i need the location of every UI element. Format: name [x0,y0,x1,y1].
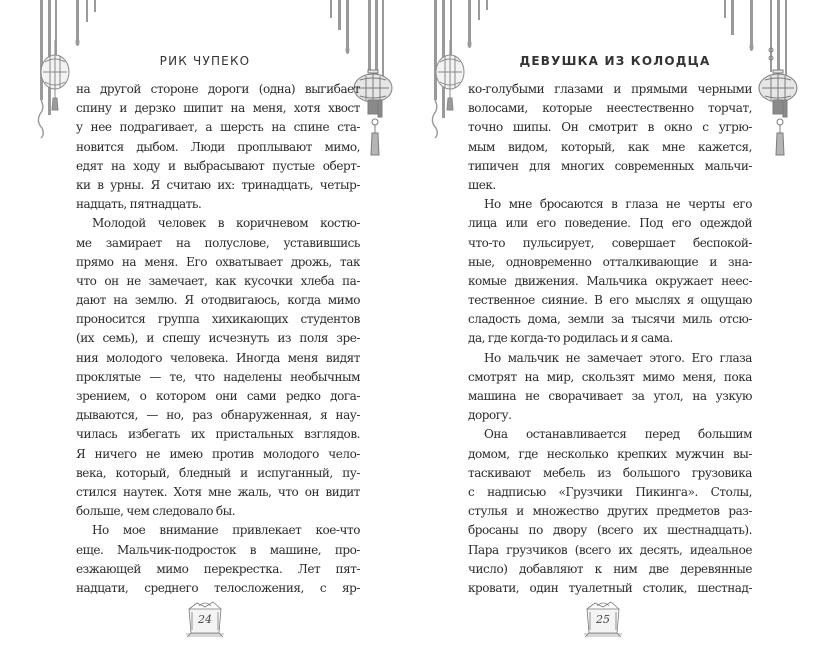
running-head-title: ДЕВУШКА ИЗ КОЛОДЦА [519,54,711,68]
text-line: шек. [468,177,496,192]
text-line: века, который, бледный и испуганный, пу- [76,465,360,480]
text-line: смотрят на мир, скользят мимо меня, пока [468,369,752,384]
drip-drop [468,40,472,48]
page-number: 25 [593,612,613,628]
text-line: бросаны по двору (всего их шестнадцать). [468,523,752,538]
text-line: надцать, пятнадцать. [76,197,202,212]
drip-line [86,0,88,22]
text-line: кровати, один туалетный столик, шестнад- [468,580,752,595]
text-line: спину и дерзко шипит на меня, хотя хвост [76,101,360,116]
text-line: проклятые — те, что наделены необычным [76,369,360,384]
text-line: типичен для многих современных мальчи- [468,158,752,173]
text-line: Она останавливается перед большим [484,427,752,442]
text-line: комые движения. Мальчика окружает неес- [468,273,752,288]
drip-drop [750,43,754,51]
body-text-left [76,80,360,598]
text-line: машина не сворачивает за угол, на узкую [468,389,752,403]
text-line: Я ничего не имею против молодого чело- [76,446,360,461]
round-lantern-icon [436,40,464,110]
text-line: (их семь), и спешу исчезнуть из поля зре- [76,331,360,346]
running-head-author: РИК ЧУПЕКО [159,54,251,68]
text-line: что он не замечает, как кусочки хлеба па- [76,273,360,288]
hanging-ribbon-icon [38,100,43,138]
text-line: волосами, которые неестественно торчат, [468,101,752,116]
text-line: с надписью «Грузчики Пикинга». Столы, [468,484,752,499]
text-line: зрением, о котором они сами редко дога- [76,389,360,403]
drip-line [750,0,753,45]
drip-line [478,0,480,20]
text-line: точно шипы. Он смотрит в окно с угрю- [468,120,752,135]
text-line: стился наутек. Хотя мне жаль, что он видит [76,484,360,499]
drip-line [468,0,471,42]
right-page [410,0,820,662]
round-lantern-icon [41,40,69,110]
text-line: таскивают мебель из большого грузовика [468,465,752,480]
text-line: тественное сияние. В его мыслях я ощущаю [468,293,752,308]
text-line: чилась избегать их пристальных взглядов. [76,427,360,442]
text-line: ме замирает на полуслове, уставившись [76,235,360,250]
text-line: Но мальчик не замечает этого. Его глаза [484,350,752,365]
text-line: ки в урны. Я считаю их: тринадцать, четыр- [76,177,360,192]
text-line: еще. Мальчик-подросток в машине, про- [76,542,360,557]
hanging-ribbon-icon [432,100,437,138]
text-line: Но мне бросаются в глаза не черты его [484,197,752,212]
text-line: Пара грузчиков (всего их десять, идеальное [468,542,752,557]
text-line: прямо на меня. Его охватывает дрожь, так [76,254,360,269]
page-number: 24 [195,612,215,628]
text-line: что-то пульсирует, совершает беспокой- [468,235,752,250]
drip-line [40,0,43,100]
drip-line [346,0,349,48]
drip-line [486,0,488,10]
body-text-right [468,80,752,598]
text-line: стулья и множество других предметов раз- [468,504,752,519]
page-number-folio-right [581,600,625,640]
text-line: проносится группа хихикающих студентов [76,312,360,327]
text-line: езжающей мимо перекрестка. Лет пят- [76,561,360,576]
page-number-folio-left [183,600,227,640]
text-line: дорогу. [468,408,512,423]
text-line: Молодой человек в коричневом костю- [92,216,360,231]
drip-line [434,0,437,100]
text-line: едят на ходу и выбрасывают пустые оберт- [76,158,360,173]
text-line: у нее подрагивает, а шерсть на спине ста- [76,120,360,135]
text-line: на другой стороне дороги (одна) выгибает [76,82,360,96]
text-line: ные, одновременно отталкивающие и зна- [468,254,752,269]
text-line: больше, чем следовало бы. [76,504,236,519]
drip-line [76,0,79,40]
drip-line [724,0,726,18]
text-line: ния молодого человека. Иногда меня видят [76,350,360,365]
text-line: лица или его поведение. Под его одеждой [468,216,752,231]
drip-line [338,0,341,30]
text-line: число) добавляют к ним две деревянные [468,561,752,576]
text-line: ко-голубыми глазами и прямыми черными [468,82,752,96]
drip-line [731,0,734,35]
drip-drop [76,38,80,46]
drip-line [94,0,96,12]
text-line: надцати, среднего телосложения, с яр- [76,580,360,595]
text-line: Но мое внимание привлекает кое-что [92,523,360,538]
text-line: сладость дома, земли за тысячи миль отсю- [468,312,752,327]
drip-line [330,0,332,18]
text-line: домом, где несколько крепких мужчин вы- [468,446,752,461]
text-line: дают на землю. Я отодвигаюсь, когда мимо [76,293,360,308]
text-line: мым видом, который, как мне кажется, [468,139,752,154]
text-line: дываются, — но, раз обнаруженная, я нау- [76,408,360,423]
text-line: новится дыбом. Люди проплывают мимо, [76,139,360,154]
text-line: да, где когда-то родилась и я сама. [468,331,673,346]
